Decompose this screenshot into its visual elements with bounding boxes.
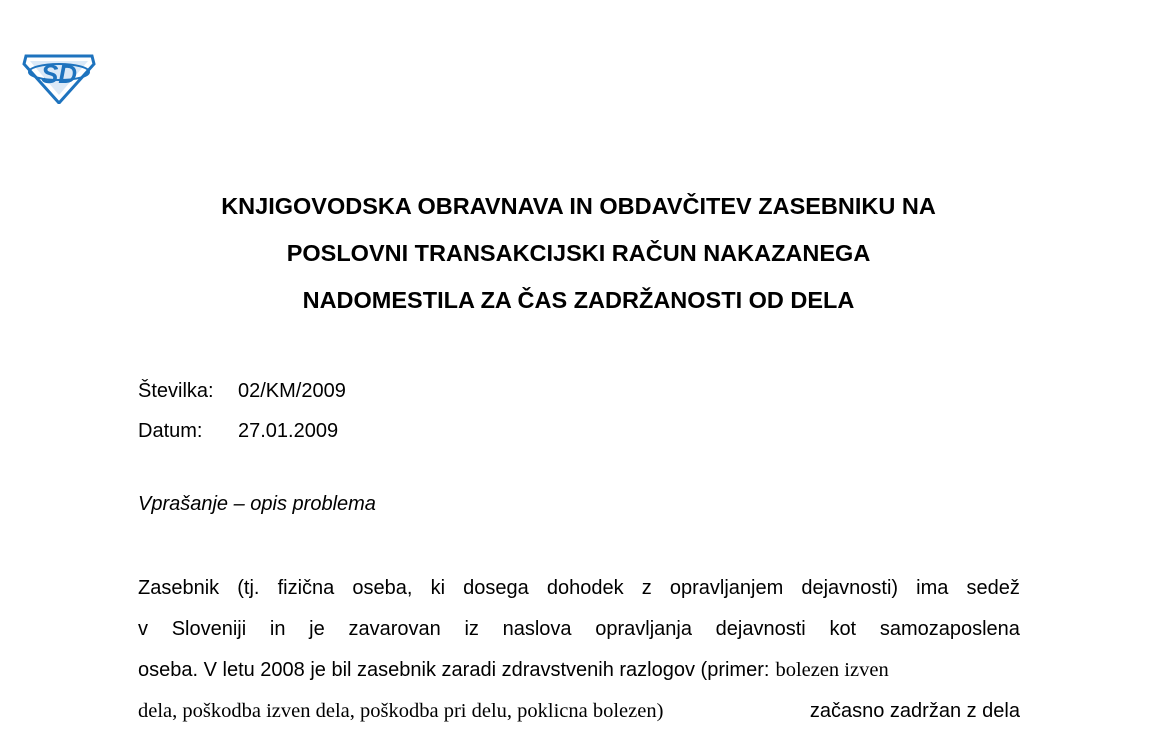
word: dosega [463, 577, 529, 599]
word: z [641, 577, 652, 599]
word: dejavnosti) [801, 577, 899, 599]
text-run: oseba. V letu 2008 je bil zasebnik zaradi zdravstvenih razlogov (primer: [138, 659, 770, 681]
title-line-3: NADOMESTILA ZA ČAS ZADRŽANOSTI OD DELA [302, 287, 855, 313]
company-logo [22, 48, 96, 104]
document-meta [138, 371, 346, 451]
word: dohodek [546, 577, 624, 599]
word: opravljanjem [669, 577, 784, 599]
word: Sloveniji [171, 618, 247, 640]
date-label: Datum: [138, 420, 203, 442]
paragraph-line-3 [138, 650, 1020, 691]
svg-text:SD: SD [40, 59, 78, 89]
word: ki [430, 577, 446, 599]
word: kot [829, 618, 857, 640]
date-value: 27.01.2009 [238, 420, 339, 442]
number-label: Številka: [138, 380, 214, 402]
document-title [0, 183, 1157, 324]
word: ima [916, 577, 949, 599]
word: (tj. [237, 577, 260, 599]
text-run: začasno zadržan z dela [809, 700, 1020, 722]
word: samozaposlena [879, 618, 1020, 640]
word: opravljanja [595, 618, 692, 640]
paragraph-line-4 [138, 691, 1020, 732]
word: fizična [277, 577, 335, 599]
word: naslova [502, 618, 572, 640]
number-value: 02/KM/2009 [238, 380, 346, 402]
paragraph-line-2 [138, 609, 1020, 650]
title-line-1: KNJIGOVODSKA OBRAVNAVA IN OBDAVČITEV ZASEBNIKU NA [221, 193, 936, 219]
word: zavarovan [348, 618, 441, 640]
word: v [138, 618, 148, 640]
text-run-serif: bolezen izven [775, 659, 889, 681]
word: oseba, [352, 577, 413, 599]
title-line-2: POSLOVNI TRANSAKCIJSKI RAČUN NAKAZANEGA [286, 240, 871, 266]
word: iz [464, 618, 479, 640]
paragraph-line-1 [138, 568, 1020, 609]
date-row [138, 411, 346, 451]
word: dejavnosti [715, 618, 806, 640]
word: Zasebnik [138, 577, 220, 599]
text-run-serif: dela, poškodba izven dela, poškodba pri delu, poklicna bolezen) [138, 700, 664, 722]
word: sedež [966, 577, 1020, 599]
word: in [269, 618, 286, 640]
section-heading: Vprašanje – opis problema [138, 493, 376, 515]
number-row [138, 371, 346, 411]
word: je [309, 618, 325, 640]
body-paragraph [138, 568, 1020, 732]
